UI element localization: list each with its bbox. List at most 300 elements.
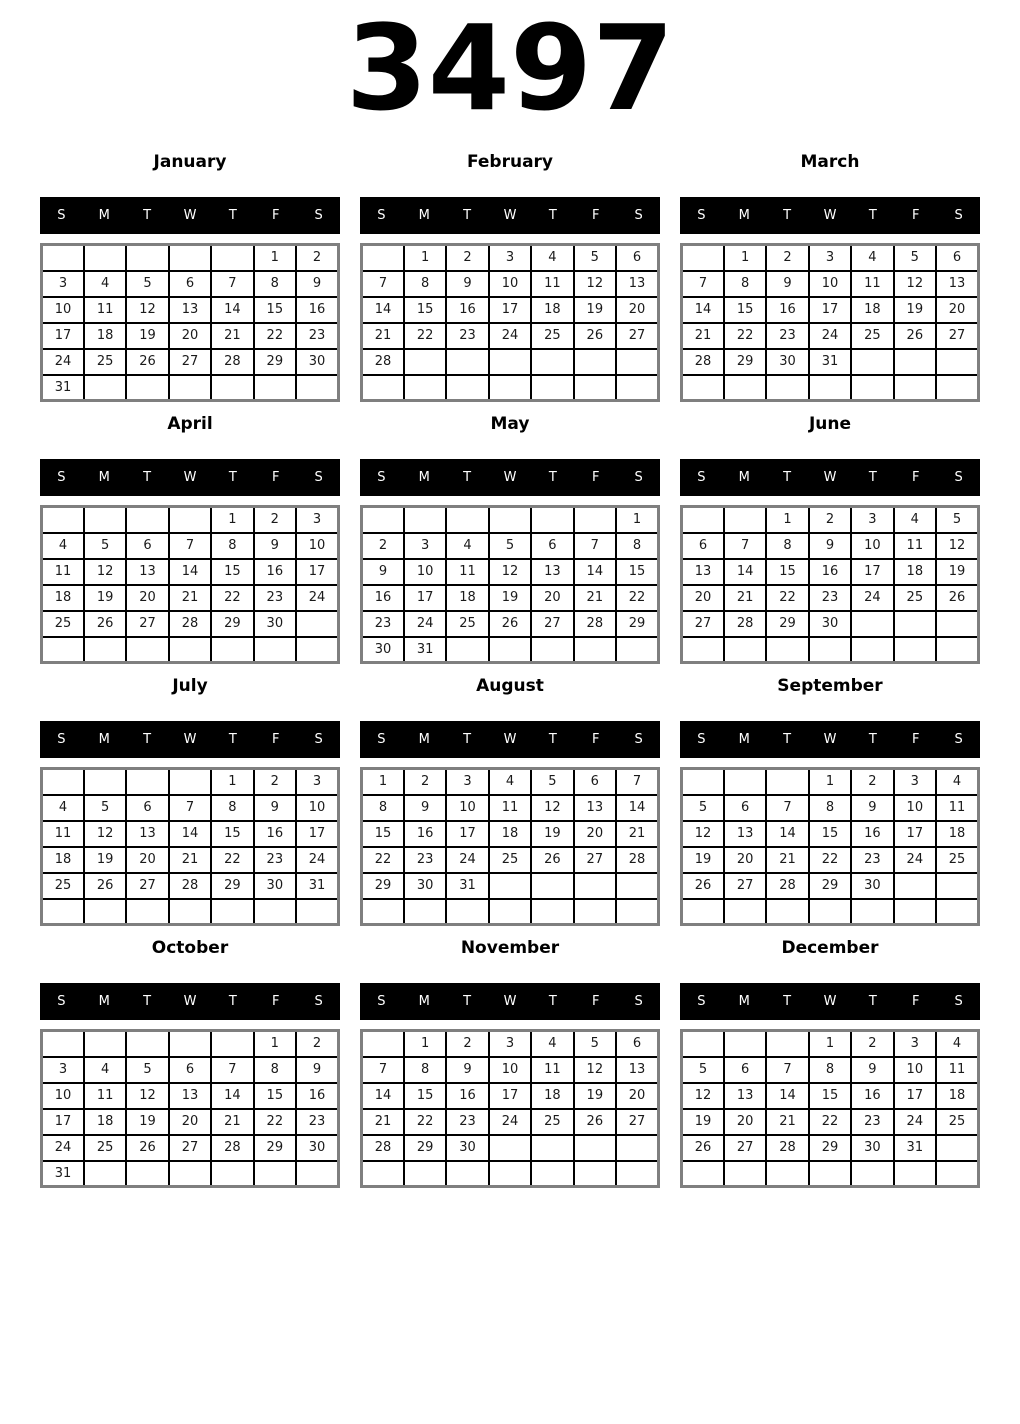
weekday-label: T [548,208,557,224]
empty-day-cell [616,637,658,663]
day-cell: 23 [809,585,851,611]
date-grid [40,505,340,664]
week-row [42,1109,339,1135]
day-cell: 13 [724,1083,766,1109]
day-cell: 20 [531,585,573,611]
day-cell: 22 [766,585,808,611]
weekday-label: F [591,208,600,224]
day-cell: 1 [809,1031,851,1057]
day-cell: 9 [446,271,488,297]
day-cell: 30 [254,611,296,637]
week-row [42,769,339,795]
empty-day-cell [616,1135,658,1161]
month [680,414,980,664]
empty-day-cell [936,349,978,375]
day-cell: 9 [851,1057,893,1083]
weekday-header-row [360,197,660,234]
day-cell: 29 [724,349,766,375]
day-cell: 5 [894,245,936,271]
day-cell: 7 [682,271,724,297]
week-row [362,585,659,611]
day-cell: 13 [616,1057,658,1083]
year-title: 3497 [345,0,675,137]
empty-day-cell [809,899,851,925]
day-cell: 9 [851,795,893,821]
day-cell: 18 [531,297,573,323]
weekday-label: S [634,208,643,224]
empty-day-cell [574,899,616,925]
day-cell: 20 [574,821,616,847]
empty-day-cell [362,375,404,401]
empty-day-cell [531,349,573,375]
week-row [362,637,659,663]
day-cell: 21 [362,1109,404,1135]
day-cell: 16 [254,821,296,847]
week-row [682,585,979,611]
weekday-label: W [503,732,517,748]
day-cell: 27 [169,349,211,375]
empty-day-cell [169,899,211,925]
day-cell: 19 [84,847,126,873]
empty-day-cell [894,637,936,663]
date-grid-body [42,245,339,401]
day-cell: 30 [766,349,808,375]
day-cell: 31 [296,873,338,899]
day-cell: 11 [936,795,978,821]
month-title: October [151,938,229,959]
week-row [682,821,979,847]
date-grid [680,505,980,664]
day-cell: 9 [254,533,296,559]
empty-day-cell [362,507,404,533]
day-cell: 10 [404,559,446,585]
day-cell: 8 [616,533,658,559]
day-cell: 20 [126,585,168,611]
day-cell: 15 [809,1083,851,1109]
weekday-header-row [40,197,340,234]
weekday-label: S [377,994,386,1010]
empty-day-cell [616,1161,658,1187]
day-cell: 23 [446,323,488,349]
day-cell: 28 [616,847,658,873]
empty-day-cell [169,375,211,401]
day-cell: 26 [682,1135,724,1161]
day-cell: 30 [296,1135,338,1161]
day-cell: 24 [489,323,531,349]
day-cell: 20 [616,1083,658,1109]
empty-day-cell [766,1161,808,1187]
day-cell: 18 [936,821,978,847]
day-cell: 9 [809,533,851,559]
day-cell: 7 [211,271,253,297]
day-cell: 1 [211,769,253,795]
weekday-label: S [314,208,323,224]
day-cell: 1 [766,507,808,533]
empty-day-cell [489,873,531,899]
weekday-label: S [634,994,643,1010]
week-row [362,611,659,637]
day-cell: 17 [489,297,531,323]
weekday-label: T [463,470,472,486]
empty-day-cell [84,245,126,271]
empty-day-cell [84,769,126,795]
empty-day-cell [84,899,126,925]
empty-day-cell [766,1031,808,1057]
week-row [362,533,659,559]
day-cell: 22 [254,1109,296,1135]
day-cell: 14 [211,1083,253,1109]
empty-day-cell [489,899,531,925]
day-cell: 31 [42,375,84,401]
weekday-label: T [868,470,877,486]
empty-day-cell [766,637,808,663]
day-cell: 11 [894,533,936,559]
day-cell: 12 [489,559,531,585]
week-row [362,375,659,401]
empty-day-cell [362,899,404,925]
day-cell: 27 [616,1109,658,1135]
day-cell: 5 [489,533,531,559]
day-cell: 8 [211,795,253,821]
day-cell: 15 [809,821,851,847]
day-cell: 27 [724,1135,766,1161]
day-cell: 5 [682,1057,724,1083]
day-cell: 3 [296,769,338,795]
empty-day-cell [404,375,446,401]
day-cell: 4 [489,769,531,795]
day-cell: 2 [446,245,488,271]
day-cell: 14 [724,559,766,585]
empty-day-cell [446,375,488,401]
day-cell: 4 [531,245,573,271]
empty-day-cell [574,1161,616,1187]
weekday-header-row [40,459,340,496]
day-cell: 25 [936,847,978,873]
day-cell: 15 [254,297,296,323]
empty-day-cell [126,1031,168,1057]
day-cell: 30 [404,873,446,899]
day-cell: 21 [574,585,616,611]
day-cell: 30 [809,611,851,637]
weekday-label: S [634,732,643,748]
day-cell: 7 [766,1057,808,1083]
empty-day-cell [936,637,978,663]
day-cell: 5 [574,245,616,271]
month-title: February [466,152,554,173]
empty-day-cell [446,637,488,663]
day-cell: 2 [446,1031,488,1057]
day-cell: 10 [489,1057,531,1083]
day-cell: 7 [362,271,404,297]
week-row [42,611,339,637]
month [40,676,340,926]
weekday-header-row [680,721,980,758]
day-cell: 10 [42,297,84,323]
day-cell: 25 [42,873,84,899]
empty-day-cell [211,637,253,663]
day-cell: 28 [766,1135,808,1161]
week-row [42,585,339,611]
day-cell: 4 [851,245,893,271]
empty-day-cell [574,507,616,533]
day-cell: 8 [211,533,253,559]
day-cell: 30 [851,1135,893,1161]
week-row [42,1031,339,1057]
week-row [682,559,979,585]
day-cell: 26 [682,873,724,899]
day-cell: 23 [296,1109,338,1135]
day-cell: 3 [42,271,84,297]
date-grid-body [362,769,659,925]
empty-day-cell [211,245,253,271]
weekday-label: T [548,470,557,486]
weekday-label: S [954,470,963,486]
weekday-label: S [634,470,643,486]
empty-day-cell [126,637,168,663]
day-cell: 22 [254,323,296,349]
day-cell: 29 [616,611,658,637]
empty-day-cell [84,1161,126,1187]
day-cell: 6 [724,1057,766,1083]
day-cell: 25 [84,1135,126,1161]
empty-day-cell [724,1031,766,1057]
day-cell: 21 [211,1109,253,1135]
day-cell: 8 [724,271,766,297]
week-row [362,1031,659,1057]
day-cell: 15 [362,821,404,847]
empty-day-cell [724,507,766,533]
day-cell: 27 [169,1135,211,1161]
weekday-label: W [183,470,197,486]
empty-day-cell [936,375,978,401]
weekday-header-row [360,459,660,496]
day-cell: 19 [936,559,978,585]
day-cell: 15 [724,297,766,323]
weekday-label: W [183,732,197,748]
week-row [682,795,979,821]
day-cell: 22 [616,585,658,611]
day-cell: 6 [616,245,658,271]
date-grid-body [42,769,339,925]
week-row [42,1057,339,1083]
day-cell: 3 [446,769,488,795]
day-cell: 12 [126,297,168,323]
day-cell: 7 [616,769,658,795]
empty-day-cell [682,375,724,401]
day-cell: 19 [84,585,126,611]
day-cell: 2 [404,769,446,795]
day-cell: 23 [851,1109,893,1135]
week-row [42,821,339,847]
day-cell: 24 [446,847,488,873]
empty-day-cell [296,375,338,401]
day-cell: 6 [531,533,573,559]
day-cell: 23 [296,323,338,349]
day-cell: 28 [682,349,724,375]
day-cell: 2 [254,507,296,533]
empty-day-cell [766,375,808,401]
day-cell: 31 [404,637,446,663]
empty-day-cell [296,1161,338,1187]
week-row [682,1083,979,1109]
day-cell: 2 [296,245,338,271]
weekday-label: F [911,994,920,1010]
weekday-label: W [503,994,517,1010]
weekday-label: W [823,208,837,224]
day-cell: 9 [766,271,808,297]
day-cell: 16 [446,297,488,323]
weekday-label: S [954,994,963,1010]
empty-day-cell [894,873,936,899]
empty-day-cell [851,611,893,637]
day-cell: 14 [362,297,404,323]
date-grid-body [362,245,659,401]
day-cell: 15 [254,1083,296,1109]
day-cell: 11 [446,559,488,585]
day-cell: 22 [404,1109,446,1135]
day-cell: 17 [446,821,488,847]
empty-day-cell [169,245,211,271]
day-cell: 17 [809,297,851,323]
week-row [42,1135,339,1161]
weekday-label: F [911,470,920,486]
date-grid-body [42,507,339,663]
week-row [682,349,979,375]
day-cell: 16 [446,1083,488,1109]
day-cell: 10 [296,795,338,821]
empty-day-cell [404,899,446,925]
day-cell: 21 [724,585,766,611]
day-cell: 7 [211,1057,253,1083]
day-cell: 13 [574,795,616,821]
weekday-label: T [228,732,237,748]
week-row [682,769,979,795]
week-row [42,507,339,533]
day-cell: 4 [42,533,84,559]
weekday-label: F [911,732,920,748]
empty-day-cell [362,1031,404,1057]
day-cell: 26 [126,349,168,375]
day-cell: 16 [296,1083,338,1109]
empty-day-cell [894,375,936,401]
empty-day-cell [936,1161,978,1187]
weekday-label: S [377,208,386,224]
month [360,938,660,1188]
date-grid-body [42,1031,339,1187]
day-cell: 24 [894,1109,936,1135]
empty-day-cell [531,1135,573,1161]
week-row [42,349,339,375]
day-cell: 17 [404,585,446,611]
week-row [42,1161,339,1187]
day-cell: 25 [894,585,936,611]
day-cell: 13 [169,297,211,323]
weekday-label: S [377,732,386,748]
day-cell: 15 [404,1083,446,1109]
day-cell: 29 [254,1135,296,1161]
day-cell: 23 [362,611,404,637]
weekday-label: T [228,470,237,486]
weekday-label: F [591,732,600,748]
date-grid [680,1029,980,1188]
empty-day-cell [851,899,893,925]
date-grid-body [682,507,979,663]
weekday-header-row [40,983,340,1020]
week-row [42,375,339,401]
empty-day-cell [254,1161,296,1187]
day-cell: 7 [169,795,211,821]
empty-day-cell [169,507,211,533]
empty-day-cell [84,375,126,401]
empty-day-cell [616,375,658,401]
week-row [682,271,979,297]
day-cell: 29 [211,611,253,637]
day-cell: 15 [211,821,253,847]
day-cell: 5 [84,795,126,821]
day-cell: 10 [809,271,851,297]
day-cell: 17 [42,323,84,349]
week-row [42,297,339,323]
day-cell: 3 [404,533,446,559]
day-cell: 9 [446,1057,488,1083]
empty-day-cell [126,507,168,533]
day-cell: 8 [254,271,296,297]
weekday-label: T [463,208,472,224]
empty-day-cell [724,769,766,795]
empty-day-cell [84,1031,126,1057]
weekday-label: F [591,470,600,486]
day-cell: 17 [296,559,338,585]
empty-day-cell [724,375,766,401]
empty-day-cell [362,1161,404,1187]
day-cell: 29 [211,873,253,899]
day-cell: 3 [894,769,936,795]
month-title: September [777,676,883,697]
weekday-label: S [314,732,323,748]
day-cell: 14 [574,559,616,585]
day-cell: 10 [894,795,936,821]
day-cell: 11 [531,271,573,297]
day-cell: 17 [851,559,893,585]
day-cell: 17 [894,1083,936,1109]
weekday-label: F [911,208,920,224]
empty-day-cell [682,637,724,663]
day-cell: 8 [766,533,808,559]
empty-day-cell [936,611,978,637]
day-cell: 5 [574,1031,616,1057]
day-cell: 6 [724,795,766,821]
day-cell: 21 [766,847,808,873]
day-cell: 20 [936,297,978,323]
day-cell: 30 [254,873,296,899]
empty-day-cell [724,637,766,663]
month [360,414,660,664]
week-row [362,899,659,925]
day-cell: 18 [851,297,893,323]
day-cell: 25 [851,323,893,349]
day-cell: 30 [296,349,338,375]
empty-day-cell [766,899,808,925]
weekday-label: F [271,208,280,224]
weekday-label: W [503,208,517,224]
date-grid-body [362,507,659,663]
day-cell: 4 [531,1031,573,1057]
day-cell: 24 [404,611,446,637]
day-cell: 21 [169,847,211,873]
empty-day-cell [936,1135,978,1161]
day-cell: 27 [126,611,168,637]
week-row [42,899,339,925]
